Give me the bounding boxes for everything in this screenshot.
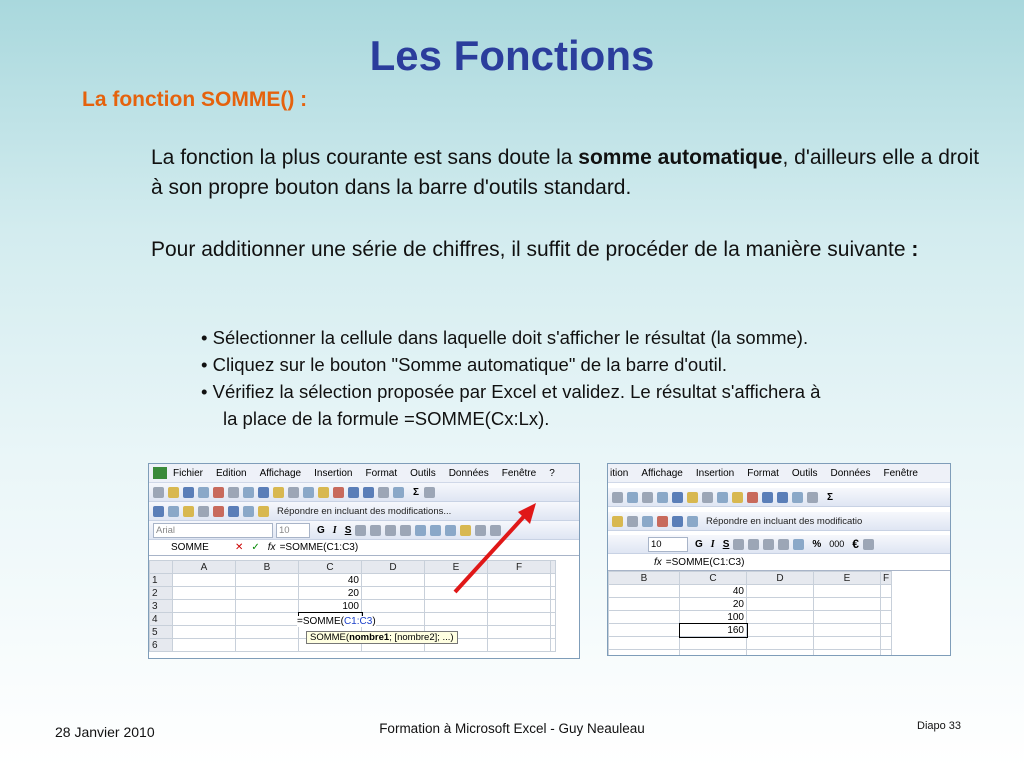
row-header[interactable]: 2	[150, 587, 173, 600]
table-row	[609, 650, 892, 657]
cell-c2-2[interactable]: 20	[680, 598, 747, 611]
save-icon[interactable]	[183, 487, 194, 498]
reviewing-icon-2-1[interactable]	[612, 516, 623, 527]
menu-fenetre-2[interactable]: Fenêtre	[883, 467, 918, 479]
col-header-b-2[interactable]: B	[609, 572, 680, 585]
font-size-combo-2[interactable]: 10	[648, 537, 688, 552]
intro-paragraph	[151, 143, 991, 203]
reviewing-toolbar-2	[608, 512, 950, 531]
currency-icon[interactable]	[415, 525, 426, 536]
cut-icon-2[interactable]	[702, 492, 713, 503]
menu-format[interactable]: Format	[365, 467, 398, 479]
col-header-f[interactable]: F	[488, 561, 551, 574]
slide-title: Les Fonctions	[369, 32, 655, 79]
cell-c1-2[interactable]: 40	[680, 585, 747, 598]
procedure-colon: :	[911, 238, 919, 261]
intro-text-b: , d'ailleurs elle a droit à son propre bouton dans la barre d'outils standard.	[151, 146, 980, 199]
increase-decimal-icon-2[interactable]	[863, 539, 874, 550]
col-header-e-2[interactable]: E	[814, 572, 881, 585]
research-icon-2[interactable]	[687, 492, 698, 503]
print-icon-2[interactable]	[642, 492, 653, 503]
chart-icon[interactable]	[393, 487, 404, 498]
format-painter-icon[interactable]	[333, 487, 344, 498]
chart-icon-2[interactable]	[792, 492, 803, 503]
row-header[interactable]: 1	[150, 574, 173, 587]
function-tooltip: SOMME(nombre1; [nombre2]; ...)	[306, 631, 458, 644]
reviewing-icon-2-6[interactable]	[687, 516, 698, 527]
row-header[interactable]: 5	[150, 626, 173, 639]
permission-icon-2[interactable]	[627, 492, 638, 503]
thousands-button-2[interactable]: 000	[829, 539, 845, 549]
table-row	[609, 611, 892, 624]
menu-fenetre[interactable]: Fenêtre	[501, 467, 537, 479]
step-3: • Vérifiez la sélection proposée par Excel et validez. Le résultat s'affichera à	[201, 381, 821, 402]
cell-c2[interactable]: 20	[299, 587, 362, 600]
reviewing-icon-7[interactable]	[243, 506, 254, 517]
italic-button-2[interactable]: I	[710, 538, 715, 550]
cell-c4-result[interactable]: 160	[680, 624, 747, 637]
new-icon[interactable]	[153, 487, 164, 498]
currency-icon-2[interactable]	[793, 539, 804, 550]
steps-list	[201, 324, 820, 432]
col-header-e[interactable]: E	[425, 561, 488, 574]
print-icon[interactable]	[228, 487, 239, 498]
euro-button-2[interactable]: €	[852, 537, 859, 551]
font-size-combo[interactable]: 10	[276, 523, 310, 538]
slide-subtitle: La fonction SOMME() :	[82, 88, 308, 111]
formula-input-2[interactable]: =SOMME(C1:C3)	[665, 557, 745, 568]
research-icon[interactable]	[273, 487, 284, 498]
email-icon[interactable]	[213, 487, 224, 498]
col-header-b[interactable]: B	[236, 561, 299, 574]
italic-button[interactable]: I	[332, 524, 337, 536]
menu-edition-2[interactable]: ition	[610, 467, 629, 479]
step-1: • Sélectionner la cellule dans laquelle doit s'afficher le résultat (la somme).	[201, 327, 809, 348]
align-center-icon[interactable]	[370, 525, 381, 536]
table-row	[150, 600, 556, 613]
reviewing-icon-2-5[interactable]	[672, 516, 683, 527]
step-3-continued: la place de la formule =SOMME(Cx:Lx).	[223, 408, 550, 429]
sort-icon[interactable]	[424, 487, 435, 498]
open-icon[interactable]	[168, 487, 179, 498]
table-row	[609, 585, 892, 598]
slide-number: Diapo 33	[917, 720, 962, 732]
cut-icon[interactable]	[288, 487, 299, 498]
enter-icon[interactable]: ✓	[251, 542, 260, 553]
menu-insertion-2[interactable]: Insertion	[695, 467, 735, 479]
cell-c3-2[interactable]: 100	[680, 611, 747, 624]
name-box[interactable]: SOMME	[171, 542, 209, 553]
formula-input[interactable]: =SOMME(C1:C3)	[279, 542, 359, 553]
merge-icon[interactable]	[400, 525, 411, 536]
menu-help[interactable]: ?	[549, 467, 555, 479]
reviewing-icon-2-4[interactable]	[657, 516, 668, 527]
reviewing-icon-4[interactable]	[198, 506, 209, 517]
copy-icon[interactable]	[303, 487, 314, 498]
preview-icon-2[interactable]	[657, 492, 668, 503]
autosum-button-2[interactable]: Σ	[827, 491, 834, 503]
spelling-icon[interactable]	[258, 487, 269, 498]
col-header-f-2[interactable]: F	[881, 572, 892, 585]
undo-icon-2[interactable]	[762, 492, 773, 503]
reply-with-changes-2[interactable]: Répondre en incluant des modificatio	[706, 515, 863, 527]
preview-icon[interactable]	[243, 487, 254, 498]
red-arrow-icon	[440, 498, 550, 598]
hyperlink-icon[interactable]	[378, 487, 389, 498]
align-left-icon[interactable]	[355, 525, 366, 536]
align-left-icon-2[interactable]	[733, 539, 744, 550]
cell-c1[interactable]: 40	[299, 574, 362, 587]
save-icon-2[interactable]	[612, 492, 623, 503]
menu-donnees[interactable]: Données	[448, 467, 489, 479]
cell-c3[interactable]: 100	[299, 600, 362, 613]
percent-button-2[interactable]: %	[812, 538, 822, 550]
excel-menubar	[149, 464, 579, 483]
reviewing-icon-5[interactable]	[213, 506, 224, 517]
column-header-row-2	[609, 572, 892, 585]
menu-affichage[interactable]: Affichage	[259, 467, 302, 479]
autosum-button[interactable]: Σ	[413, 486, 420, 498]
formula-bar-2	[608, 555, 950, 571]
paste-icon-2[interactable]	[732, 492, 743, 503]
menu-donnees-2[interactable]: Données	[830, 467, 871, 479]
col-header-d[interactable]: D	[362, 561, 425, 574]
reviewing-icon-3[interactable]	[183, 506, 194, 517]
merge-icon-2[interactable]	[778, 539, 789, 550]
copy-icon-2[interactable]	[717, 492, 728, 503]
intro-bold: somme automatique	[578, 146, 783, 169]
reviewing-icon-6[interactable]	[228, 506, 239, 517]
spelling-icon-2[interactable]	[672, 492, 683, 503]
col-header-c[interactable]: C	[299, 561, 362, 574]
format-painter-icon-2[interactable]	[747, 492, 758, 503]
col-header-a[interactable]: A	[173, 561, 236, 574]
paste-icon[interactable]	[318, 487, 329, 498]
row-header[interactable]: 4	[150, 613, 173, 626]
permission-icon[interactable]	[198, 487, 209, 498]
cancel-icon[interactable]: ✕	[235, 542, 244, 553]
redo-icon-2[interactable]	[777, 492, 788, 503]
reviewing-icon-8[interactable]	[258, 506, 269, 517]
menu-affichage-2[interactable]: Affichage	[641, 467, 683, 479]
underline-button[interactable]: S	[344, 524, 352, 536]
hyperlink-icon-2[interactable]	[807, 492, 818, 503]
in-cell-formula[interactable]: =SOMME(C1:C3)	[297, 616, 376, 627]
underline-button-2[interactable]: S	[722, 538, 730, 550]
menu-outils[interactable]: Outils	[410, 467, 436, 479]
function-icon-2[interactable]: fx	[654, 557, 662, 568]
intro-text-a: La fonction la plus courante est sans doute la	[151, 146, 579, 169]
row-header[interactable]: 6	[150, 639, 173, 652]
step-2: • Cliquez sur le bouton "Somme automatique" de la barre d'outil.	[201, 354, 728, 375]
spreadsheet-grid-2	[608, 571, 892, 656]
formatting-toolbar-2	[608, 535, 950, 554]
function-icon[interactable]: fx	[267, 542, 276, 553]
menu-insertion[interactable]: Insertion	[314, 467, 353, 479]
align-right-icon[interactable]	[385, 525, 396, 536]
excel-app-icon	[153, 467, 167, 479]
menu-edition[interactable]: Edition	[216, 467, 247, 479]
redo-icon[interactable]	[363, 487, 374, 498]
table-row	[609, 624, 892, 637]
table-row	[609, 637, 892, 650]
corner-cell[interactable]	[150, 561, 173, 574]
menu-outils-2[interactable]: Outils	[791, 467, 818, 479]
reviewing-icon-2-2[interactable]	[627, 516, 638, 527]
col-header-d-2[interactable]: D	[747, 572, 814, 585]
align-center-icon-2[interactable]	[748, 539, 759, 550]
excel-screenshot-after	[607, 463, 951, 656]
bold-button-2[interactable]: G	[695, 538, 703, 550]
bold-button[interactable]: G	[317, 524, 325, 536]
footer-date: 28 Janvier 2010	[55, 724, 155, 740]
reviewing-icon-2[interactable]	[168, 506, 179, 517]
font-name-combo[interactable]: Arial	[153, 523, 273, 538]
table-row	[609, 598, 892, 611]
procedure-text: Pour additionner une série de chiffres, il suffit de procéder de la manière suivante	[151, 238, 912, 261]
standard-toolbar-2	[608, 488, 950, 507]
excel-menubar-2	[608, 464, 950, 483]
col-header-extra[interactable]	[551, 561, 556, 574]
menu-format-2[interactable]: Format	[747, 467, 779, 479]
reviewing-icon-2-3[interactable]	[642, 516, 653, 527]
align-right-icon-2[interactable]	[763, 539, 774, 550]
undo-icon[interactable]	[348, 487, 359, 498]
footer-title: Formation à Microsoft Excel - Guy Neauleau	[379, 721, 645, 736]
procedure-paragraph	[151, 235, 991, 265]
menu-fichier[interactable]: Fichier	[173, 467, 204, 479]
reply-with-changes[interactable]: Répondre en incluant des modifications...	[277, 505, 452, 517]
col-header-c-2[interactable]: C	[680, 572, 747, 585]
row-header[interactable]: 3	[150, 600, 173, 613]
reviewing-icon-1[interactable]	[153, 506, 164, 517]
